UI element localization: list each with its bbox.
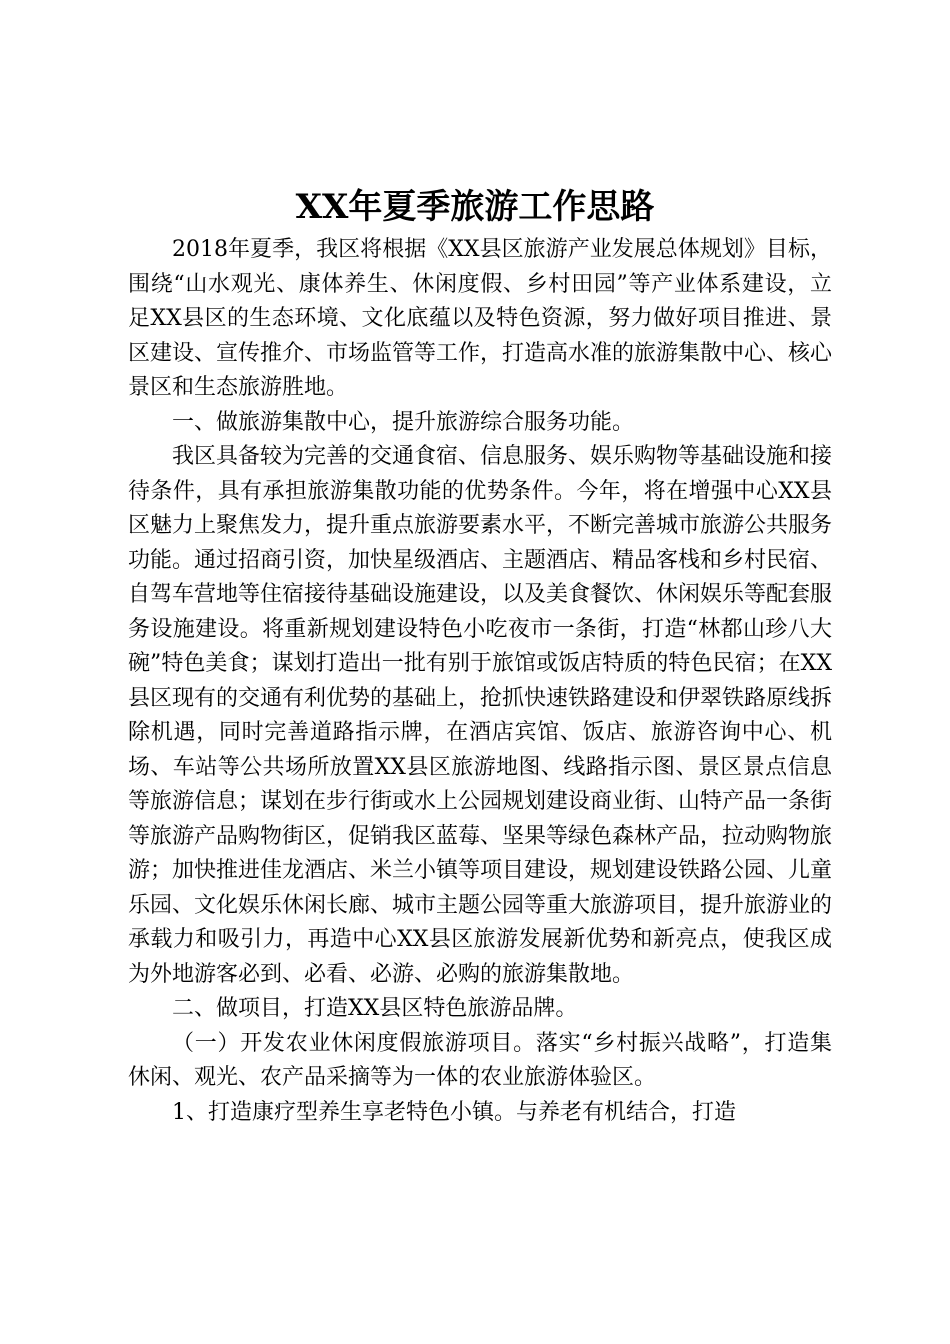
subsection-1-paragraph: （一）开发农业休闲度假旅游项目。落实“乡村振兴战略”，打造集休闲、观光、农产品采摘等为一体的农业旅游体验区。 bbox=[128, 1030, 832, 1090]
section-1-paragraph: 我区具备较为完善的交通食宿、信息服务、娱乐购物等基础设施和接待条件，具有承担旅游集散功能的优势条件。今年，将在增强中心XX县区魅力上聚焦发力，提升重点旅游要素水平，不断完善城市旅游公共服务功能。通过招商引资，加快星级酒店、主题酒店、精品客栈和乡村民宿、自驾车营地等住宿接待基础设施建设，以及美食餐饮、休闲娱乐等配套服务设施建设。将重新规划建设特色小吃夜市一条街，打造“林都山珍八大碗”特色美食；谋划打造出一批有别于旅馆或饭店特质的特色民宿；在XX县区现有的交通有利优势的基础上，抢抓快速铁路建设和伊翠铁路原线拆除机遇，同时完善道路指示牌，在酒店宾馆、饭店、旅游咨询中心、机场、车站等公共场所放置XX县区旅游地图、线路指示图、景区景点信息等旅游信息；谋划在步行街或水上公园规划建设商业街、山特产品一条街等旅游产品购物街区，促销我区蓝莓、坚果等绿色森林产品，拉动购物旅游；加快推进佳龙酒店、米兰小镇等项目建设，规划建设铁路公园、儿童乐园、文化娱乐休闲长廊、城市主题公园等重大旅游项目，提升旅游业的承载力和吸引力，再造中心XX县区旅游发展新优势和新亮点，使我区成为外地游客必到、必看、必游、必购的旅游集散地。 bbox=[128, 444, 833, 987]
document-body bbox=[128, 233, 832, 1130]
intro-paragraph: 2018年夏季，我区将根据《XX县区旅游产业发展总体规划》目标，围绕“山水观光、康体养生、休闲度假、乡村田园”等产业体系建设，立足XX县区的生态环境、文化底蕴以及特色资源，努力做好项目推进、景区建设、宣传推介、市场监管等工作，打造高水准的旅游集散中心、核心景区和生态旅游胜地。 bbox=[128, 237, 833, 400]
section-heading-2: 二、做项目，打造XX县区特色旅游品牌。 bbox=[172, 996, 578, 1021]
document-title: XX年夏季旅游工作思路 bbox=[295, 187, 655, 227]
item-1-paragraph: 1、打造康疗型养生享老特色小镇。与养老有机结合，打造 bbox=[172, 1099, 736, 1125]
section-heading-1: 一、做旅游集散中心，提升旅游综合服务功能。 bbox=[172, 409, 635, 435]
